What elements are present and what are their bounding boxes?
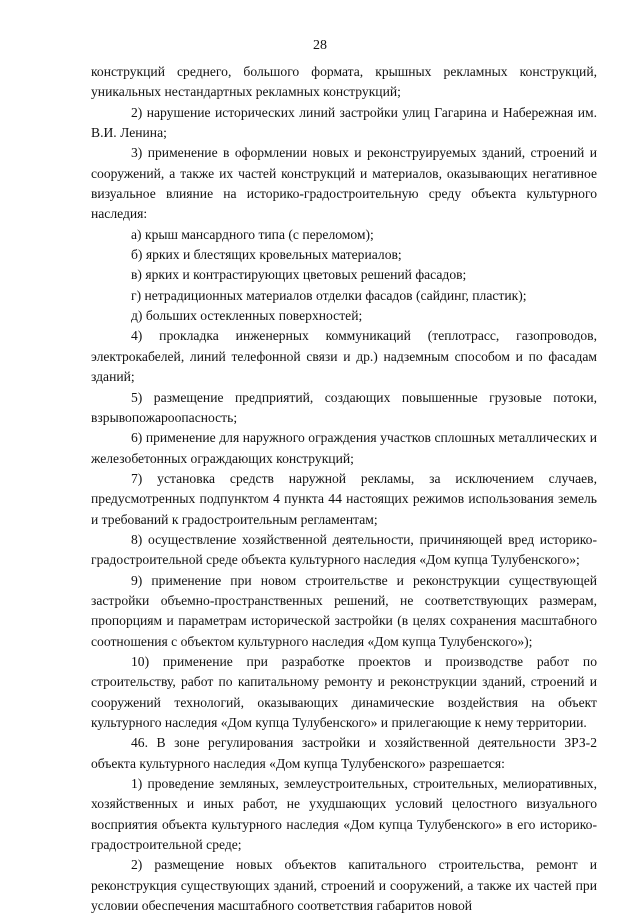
- paragraph: 4) прокладка инженерных коммуникаций (теплотрасс, газопроводов, электрокабелей, линий телефонной связи и др.) надземным способом и по фасадам зданий;: [91, 328, 597, 385]
- paragraph: г) нетрадиционных материалов отделки фасадов (сайдинг, пластик);: [131, 287, 527, 303]
- document-body: [91, 62, 597, 916]
- paragraph: 9) применение при новом строительстве и реконструкции существующей застройки объемно-пространственных решений, не соответствующих размерам, пропорциям и параметрам исторической застройки (в целях сохранения масштабного соотношения с объектом культурного наследия «Дом купца Тулубенского»);: [91, 572, 597, 649]
- paragraph: 7) установка средств наружной рекламы, за исключением случаев, предусмотренных подпунктом 4 пункта 44 настоящих режимов использования земель и требований к градостроительным регламентам;: [91, 470, 597, 527]
- paragraph: 2) нарушение исторических линий застройки улиц Гагарина и Набережная им. В.И. Ленина;: [91, 104, 597, 141]
- paragraph: в) ярких и контрастирующих цветовых решений фасадов;: [131, 267, 467, 283]
- paragraph: 1) проведение земляных, землеустроительных, строительных, мелиоративных, хозяйственных и иных работ, не ухудшающих условий целостного визуального восприятия объекта культурного наследия «Дом купца Тулубенского» в его историко-градостроительной среде;: [91, 776, 597, 853]
- paragraph: 5) размещение предприятий, создающих повышенные грузовые потоки, взрывопожароопасность;: [91, 389, 597, 425]
- paragraph: б) ярких и блестящих кровельных материалов;: [131, 247, 402, 263]
- paragraph: 3) применение в оформлении новых и реконструируемых зданий, строений и сооружений, а также их частей конструкций и материалов, оказывающих негативное визуальное влияние на историко-градостроительную среду объекта культурного наследия:: [91, 145, 597, 222]
- paragraph: 2) размещение новых объектов капитального строительства, ремонт и реконструкция существующих зданий, строений и сооружений, а также их частей при условии обеспечения масштабного соответствия габаритов новой: [91, 857, 597, 914]
- paragraph: а) крыш мансардного типа (с переломом);: [131, 226, 374, 242]
- paragraph: 46. В зоне регулирования застройки и хозяйственной деятельности ЗРЗ-2 объекта культурного наследия «Дом купца Тулубенского» разрешается:: [91, 735, 597, 771]
- page-number: 28: [313, 38, 327, 53]
- paragraph: д) больших остекленных поверхностей;: [131, 308, 363, 324]
- paragraph: конструкций среднего, большого формата, крышных рекламных конструкций, уникальных нестандартных рекламных конструкций;: [91, 64, 597, 100]
- paragraph: 8) осуществление хозяйственной деятельности, причиняющей вред историко-градостроительной среде объекта культурного наследия «Дом купца Тулубенского»;: [91, 531, 597, 568]
- paragraph: 10) применение при разработке проектов и производстве работ по строительству, работ по капитальному ремонту и реконструкции зданий, строений и сооружений технологий, оказывающих динамические воздействия на объект культурного наследия «Дом купца Тулубенского» и прилегающие к нему территории.: [91, 653, 597, 730]
- paragraph: 6) применение для наружного ограждения участков сплошных металлических и железобетонных ограждающих конструкций;: [91, 430, 597, 466]
